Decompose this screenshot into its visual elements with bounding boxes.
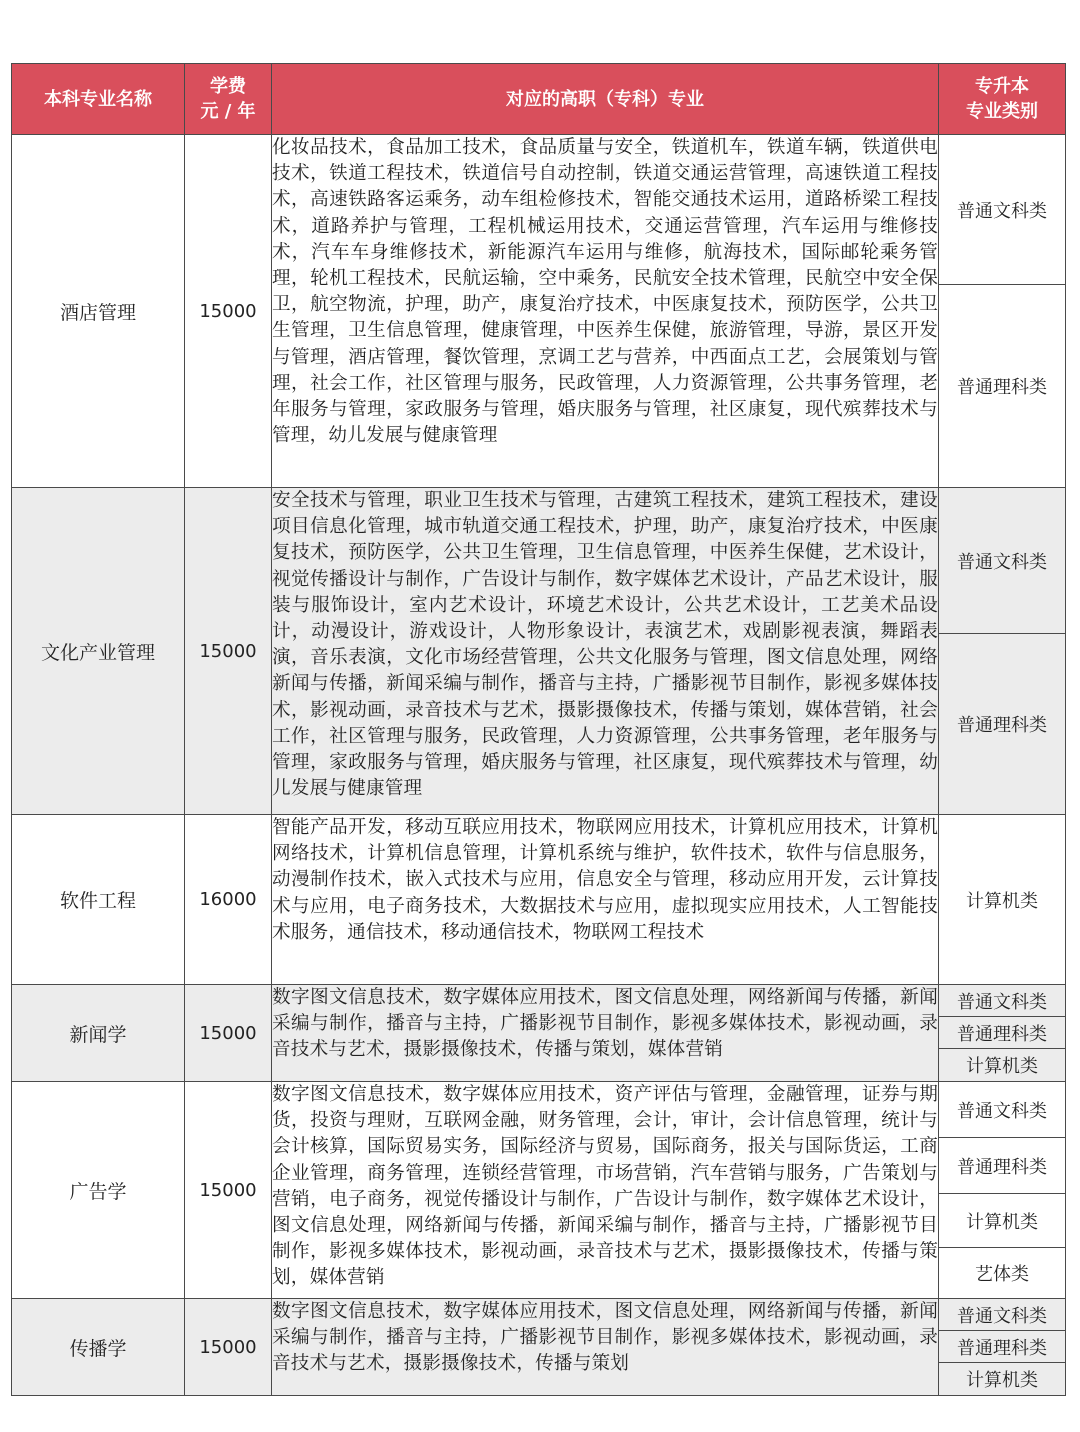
category-item: 普通理科类 — [939, 1138, 1065, 1194]
category-cell — [939, 1299, 1066, 1396]
table-row — [12, 1299, 1066, 1396]
tuition-fee: 15000 — [185, 1299, 272, 1396]
table-row — [12, 135, 1066, 488]
category-item: 计算机类 — [939, 1194, 1065, 1248]
category-item: 普通理科类 — [939, 634, 1065, 814]
major-name: 新闻学 — [12, 985, 185, 1082]
category-cell — [939, 985, 1066, 1082]
category-cell — [939, 488, 1066, 815]
category-item: 计算机类 — [966, 890, 1038, 912]
tuition-fee: 15000 — [185, 985, 272, 1082]
header-tuition-line1: 学费 — [210, 76, 246, 97]
category-item: 普通文科类 — [939, 488, 1065, 634]
header-tuition — [185, 64, 272, 135]
header-tuition-line2: 元 / 年 — [200, 101, 256, 122]
major-name: 传播学 — [12, 1299, 185, 1396]
category-item: 普通文科类 — [939, 135, 1065, 285]
header-category-line2: 专业类别 — [966, 101, 1038, 122]
category-item: 艺体类 — [975, 1264, 1029, 1285]
tuition-fee: 15000 — [185, 488, 272, 815]
header-category-line1: 专升本 — [975, 76, 1029, 97]
category-item: 普通文科类 — [939, 985, 1065, 1017]
table-row — [12, 815, 1066, 985]
table-row — [12, 1082, 1066, 1299]
category-item: 计算机类 — [939, 1049, 1065, 1081]
category-item: 普通理科类 — [939, 1017, 1065, 1049]
corresponding-majors: 智能产品开发，移动互联应用技术，物联网应用技术，计算机应用技术，计算机网络技术，计算机信息管理，计算机系统与维护，软件技术，软件与信息服务，动漫制作技术，嵌入式技术与应用，信息安全与管理，移动应用开发，云计算技术与应用，电子商务技术，大数据技术与应用，虚拟现实应用技术，人工智能技术服务，通信技术，移动通信技术，物联网工程技术 — [272, 815, 939, 985]
majors-table — [11, 63, 1066, 1396]
header-corresponding-majors: 对应的高职（专科）专业 — [272, 64, 939, 135]
major-name: 文化产业管理 — [12, 488, 185, 815]
corresponding-majors: 数字图文信息技术，数字媒体应用技术，资产评估与管理，金融管理，证券与期货，投资与理财，互联网金融，财务管理，会计，审计，会计信息管理，统计与会计核算，国际贸易实务，国际经济与贸易，国际商务，报关与国际货运，工商企业管理，商务管理，连锁经营管理，市场营销，汽车营销与服务，广告策划与营销，电子商务，视觉传播设计与制作，广告设计与制作，数字媒体艺术设计，图文信息处理，网络新闻与传播，新闻采编与制作，播音与主持，广播影视节目制作，影视多媒体技术，影视动画，录音技术与艺术，摄影摄像技术，传播与策划，媒体营销 — [272, 1082, 939, 1299]
table-row — [12, 488, 1066, 815]
category-item: 计算机类 — [939, 1363, 1065, 1395]
tuition-fee: 15000 — [185, 1082, 272, 1299]
category-cell — [939, 1082, 1066, 1299]
corresponding-majors: 安全技术与管理，职业卫生技术与管理，古建筑工程技术，建筑工程技术，建设项目信息化管理，城市轨道交通工程技术，护理，助产，康复治疗技术，中医康复技术，预防医学，公共卫生管理，卫生信息管理，中医养生保健，艺术设计，视觉传播设计与制作，广告设计与制作，数字媒体艺术设计，产品艺术设计，服装与服饰设计，室内艺术设计，环境艺术设计，公共艺术设计，工艺美术品设计，动漫设计，游戏设计，人物形象设计，表演艺术，戏剧影视表演，舞蹈表演，音乐表演，文化市场经营管理，公共文化服务与管理，图文信息处理，网络新闻与传播，新闻采编与制作，播音与主持，广播影视节目制作，影视多媒体技术，影视动画，录音技术与艺术，摄影摄像技术，传播与策划，媒体营销，社会工作，社区管理与服务，民政管理，人力资源管理，公共事务管理，老年服务与管理，家政服务与管理，婚庆服务与管理，社区康复，现代殡葬技术与管理，幼儿发展与健康管理 — [272, 488, 939, 815]
table-row — [12, 985, 1066, 1082]
category-cell — [939, 815, 1066, 985]
corresponding-majors: 化妆品技术，食品加工技术，食品质量与安全，铁道机车，铁道车辆，铁道供电技术，铁道工程技术，铁道信号自动控制，铁道交通运营管理，高速铁道工程技术，高速铁路客运乘务，动车组检修技术，智能交通技术运用，道路桥梁工程技术，道路养护与管理，工程机械运用技术，交通运营管理，汽车运用与维修技术，汽车车身维修技术，新能源汽车运用与维修，航海技术，国际邮轮乘务管理，轮机工程技术，民航运输，空中乘务，民航安全技术管理，民航空中安全保卫，航空物流，护理，助产，康复治疗技术，中医康复技术，预防医学，公共卫生管理，卫生信息管理，健康管理，中医养生保健，旅游管理，导游，景区开发与管理，酒店管理，餐饮管理，烹调工艺与营养，中西面点工艺，会展策划与管理，社会工作，社区管理与服务，民政管理，人力资源管理，公共事务管理，老年服务与管理，家政服务与管理，婚庆服务与管理，社区康复，现代殡葬技术与管理，幼儿发展与健康管理 — [272, 135, 939, 488]
header-category — [939, 64, 1066, 135]
category-item: 普通文科类 — [939, 1299, 1065, 1331]
major-name: 广告学 — [12, 1082, 185, 1299]
major-name: 酒店管理 — [12, 135, 185, 488]
tuition-fee: 16000 — [185, 815, 272, 985]
category-cell — [939, 135, 1066, 488]
tuition-fee: 15000 — [185, 135, 272, 488]
category-item: 普通理科类 — [939, 1331, 1065, 1363]
corresponding-majors: 数字图文信息技术，数字媒体应用技术，图文信息处理，网络新闻与传播，新闻采编与制作，播音与主持，广播影视节目制作，影视多媒体技术，影视动画，录音技术与艺术，摄影摄像技术，传播与策划，媒体营销 — [272, 985, 939, 1082]
corresponding-majors: 数字图文信息技术，数字媒体应用技术，图文信息处理，网络新闻与传播，新闻采编与制作，播音与主持，广播影视节目制作，影视多媒体技术，影视动画，录音技术与艺术，摄影摄像技术，传播与策划 — [272, 1299, 939, 1396]
header-major-name: 本科专业名称 — [12, 64, 185, 135]
category-item: 普通理科类 — [957, 377, 1047, 398]
major-name: 软件工程 — [12, 815, 185, 985]
header-row — [12, 64, 1066, 135]
category-item: 普通文科类 — [939, 1082, 1065, 1138]
